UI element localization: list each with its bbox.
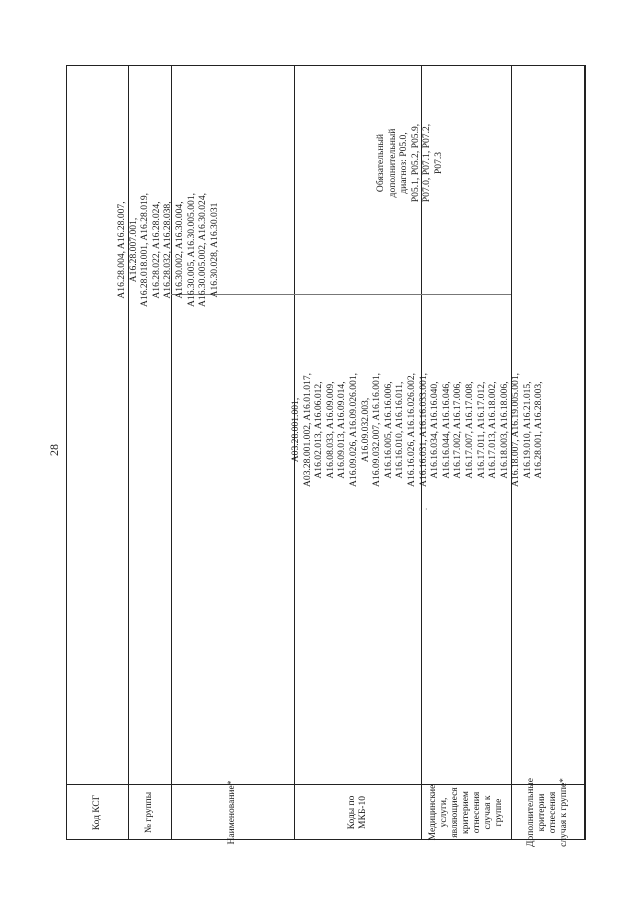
code-line: A16.28.007.001,: [127, 217, 139, 283]
row1-services-text: [116, 165, 220, 335]
code-line: A16.16.010, A16.16.011,: [394, 381, 406, 479]
code-line: A03.28.001.002, A16.01.017,: [301, 372, 313, 488]
header-mkb-codes: Коды по МКБ-10: [346, 795, 368, 830]
header-extra-criteria: Дополнительные критерии отнесения случая к группе*: [525, 778, 569, 847]
header-services: Медицинские услуги, являющиеся критерием отнесения случая к группе: [427, 784, 504, 841]
row2-services-text: [290, 295, 545, 565]
code-line: A16.17.002, A16.17.006,: [452, 381, 464, 479]
code-line: A16.09.032.003,: [359, 397, 371, 463]
page-number: 28: [47, 444, 61, 456]
speck: ·: [425, 505, 428, 514]
header-group-no: № группы: [144, 791, 154, 834]
code-line: A16.16.005, A16.16.006,: [382, 381, 394, 479]
code-line: A16.30.002, A16.30.004,: [173, 201, 185, 299]
row1-services: [116, 165, 220, 335]
col-divider-6: [584, 65, 585, 840]
row2-extra-criteria: [375, 108, 444, 218]
code-line: A16.16.031, A16.16.033.001,: [417, 372, 429, 488]
code-line: A16.30.005, A16.30.005.001,: [185, 192, 197, 308]
code-line: диагноз: P05.0,: [398, 132, 410, 194]
code-line: A16.28.004, A16.28.007,: [116, 201, 127, 299]
header-ksg-code: Код КСГ: [91, 794, 102, 831]
code-line: A16.30.028, A16.30.031: [208, 202, 220, 298]
code-line: A16.28.022, A16.28.024,: [150, 201, 162, 299]
code-line: A16.17.011, A16.17.012,: [475, 381, 487, 479]
code-line: A16.17.013, A16.18.002,: [487, 381, 499, 479]
code-line: P05.1, P05.2, P05.9,: [409, 123, 421, 203]
header-name: Наименование*: [227, 780, 237, 845]
code-line: A16.02.013, A16.06.012,: [313, 381, 325, 479]
code-line: Обязательный: [375, 133, 386, 193]
code-line: A16.28.018.001, A16.28.019,: [139, 192, 151, 308]
code-line: A16.28.032, A16.28.038,: [162, 201, 174, 299]
code-line: A16.28.001, A16.28.003,: [533, 381, 545, 479]
code-line: A16.09.013, A16.09.014,: [336, 381, 348, 479]
code-line: A16.17.007, A16.17.008,: [463, 381, 475, 479]
code-line: A16.16.034, A16.16.040,: [429, 381, 441, 479]
code-line: A16.16.026, A16.16.026.002,: [405, 372, 417, 488]
row2-extra-criteria-text: [375, 108, 445, 218]
code-line: A16.08.033, A16.09.009,: [324, 381, 336, 479]
code-line: A16.30.005.002, A16.30.024,: [197, 192, 209, 308]
row2-services: [290, 295, 560, 565]
code-line: A16.09.032.007, A16.16.001,: [371, 372, 383, 488]
code-line: дополнительный: [386, 128, 398, 198]
code-line: P07.3: [432, 151, 444, 175]
code-line: A16.18.007, A16.19.005.001,: [510, 372, 522, 488]
code-line: A16.16.044, A16.16.046,: [440, 381, 452, 479]
code-line: P07.0, P07.1, P07.2,: [421, 123, 433, 203]
code-line: A16.19.010, A16.21.015,: [521, 381, 533, 479]
code-line: A16.09.026, A16.09.026.001,: [347, 372, 359, 488]
code-line: A03.28.001.001,: [290, 397, 301, 463]
code-line: A16.18.003, A16.18.006,: [498, 381, 510, 479]
